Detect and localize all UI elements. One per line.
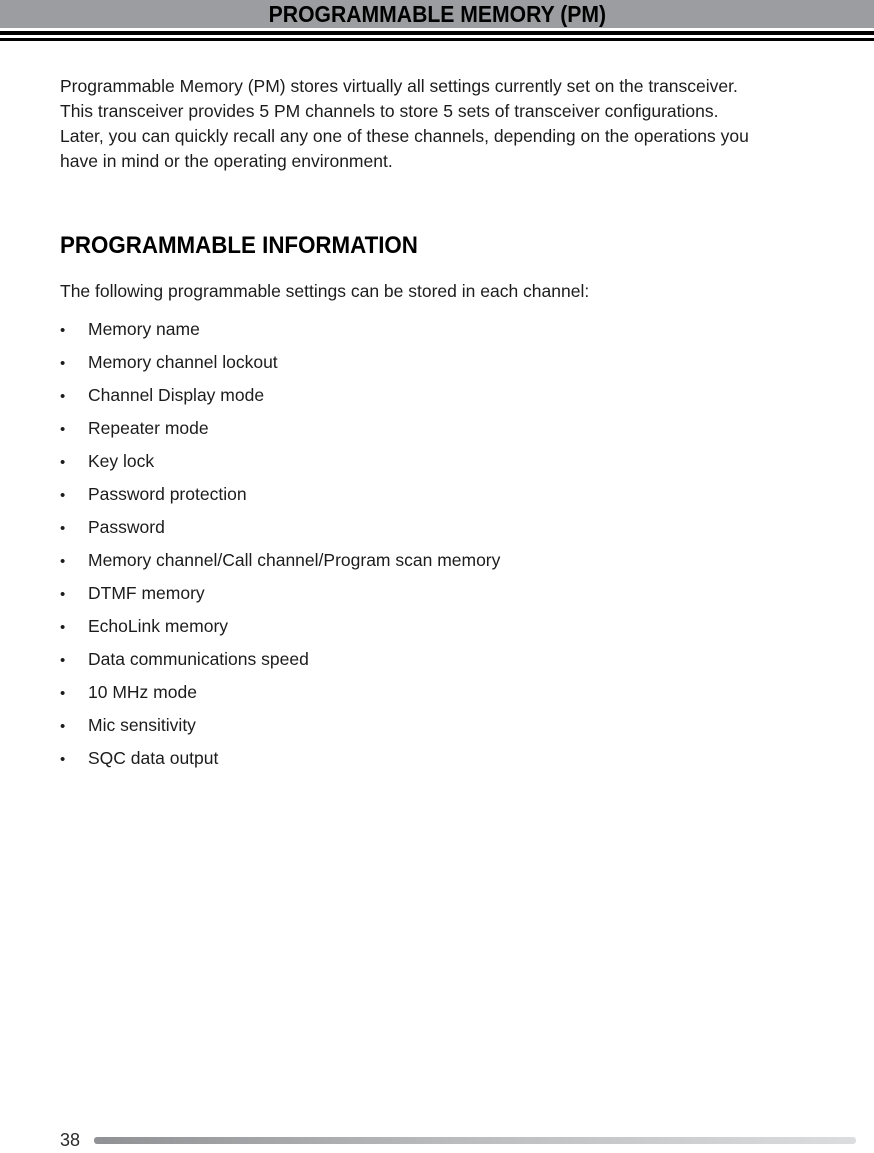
bullet-icon: •: [60, 355, 66, 372]
list-item: [60, 615, 760, 639]
list-item: [60, 384, 760, 408]
list-item: [60, 648, 760, 672]
list-item: [60, 483, 760, 507]
bullet-icon: •: [60, 322, 66, 339]
list-item-label: Password protection: [88, 484, 247, 504]
list-item: [60, 582, 760, 606]
section-lead: The following programmable settings can be stored in each channel:: [60, 281, 590, 301]
header-rule-thin: [0, 38, 874, 41]
bullet-icon: •: [60, 487, 66, 504]
bullet-icon: •: [60, 454, 66, 471]
list-item-label: EchoLink memory: [88, 616, 229, 636]
bullet-icon: •: [60, 751, 66, 768]
page-content: [60, 74, 760, 780]
list-item-label: Channel Display mode: [88, 385, 265, 405]
page-header-bar: [0, 0, 874, 28]
section-heading: PROGRAMMABLE INFORMATION: [60, 232, 418, 259]
list-item-label: 10 MHz mode: [88, 682, 197, 702]
list-item-label: Key lock: [88, 451, 155, 471]
list-item: [60, 681, 760, 705]
list-item: [60, 318, 760, 342]
bullet-icon: •: [60, 586, 66, 603]
bullet-icon: •: [60, 685, 66, 702]
page-footer: [60, 1130, 856, 1150]
list-item-label: Repeater mode: [88, 418, 209, 438]
list-item-label: SQC data output: [88, 748, 219, 768]
list-item: [60, 516, 760, 540]
list-item: [60, 714, 760, 738]
bullet-icon: •: [60, 652, 66, 669]
bullet-icon: •: [60, 718, 66, 735]
list-item-label: DTMF memory: [88, 583, 205, 603]
bullet-icon: •: [60, 388, 66, 405]
list-item: [60, 351, 760, 375]
bullet-icon: •: [60, 421, 66, 438]
settings-list: [60, 318, 760, 771]
list-item-label: Memory channel lockout: [88, 352, 278, 372]
list-item-label: Password: [88, 517, 165, 537]
list-item: [60, 549, 760, 573]
page-title: PROGRAMMABLE MEMORY (PM): [268, 1, 606, 27]
list-item: [60, 450, 760, 474]
bullet-icon: •: [60, 520, 66, 537]
intro-paragraph: Programmable Memory (PM) stores virtually all settings currently set on the transceiver. This transceiver provides 5 PM channels to store 5 sets of transceiver configurations. Later, you can quickly recall any one of these channels, depending on the operations you have in mind or the operating environment.: [60, 76, 749, 171]
header-rule-thick: [0, 31, 874, 35]
list-item-label: Memory name: [88, 319, 200, 339]
list-item-label: Memory channel/Call channel/Program scan memory: [88, 550, 501, 570]
page-number: 38: [60, 1130, 81, 1150]
list-item-label: Mic sensitivity: [88, 715, 196, 735]
bullet-icon: •: [60, 619, 66, 636]
list-item-label: Data communications speed: [88, 649, 309, 669]
bullet-icon: •: [60, 553, 66, 570]
footer-gradient-rule: [94, 1137, 856, 1144]
list-item: [60, 417, 760, 441]
list-item: [60, 747, 760, 771]
